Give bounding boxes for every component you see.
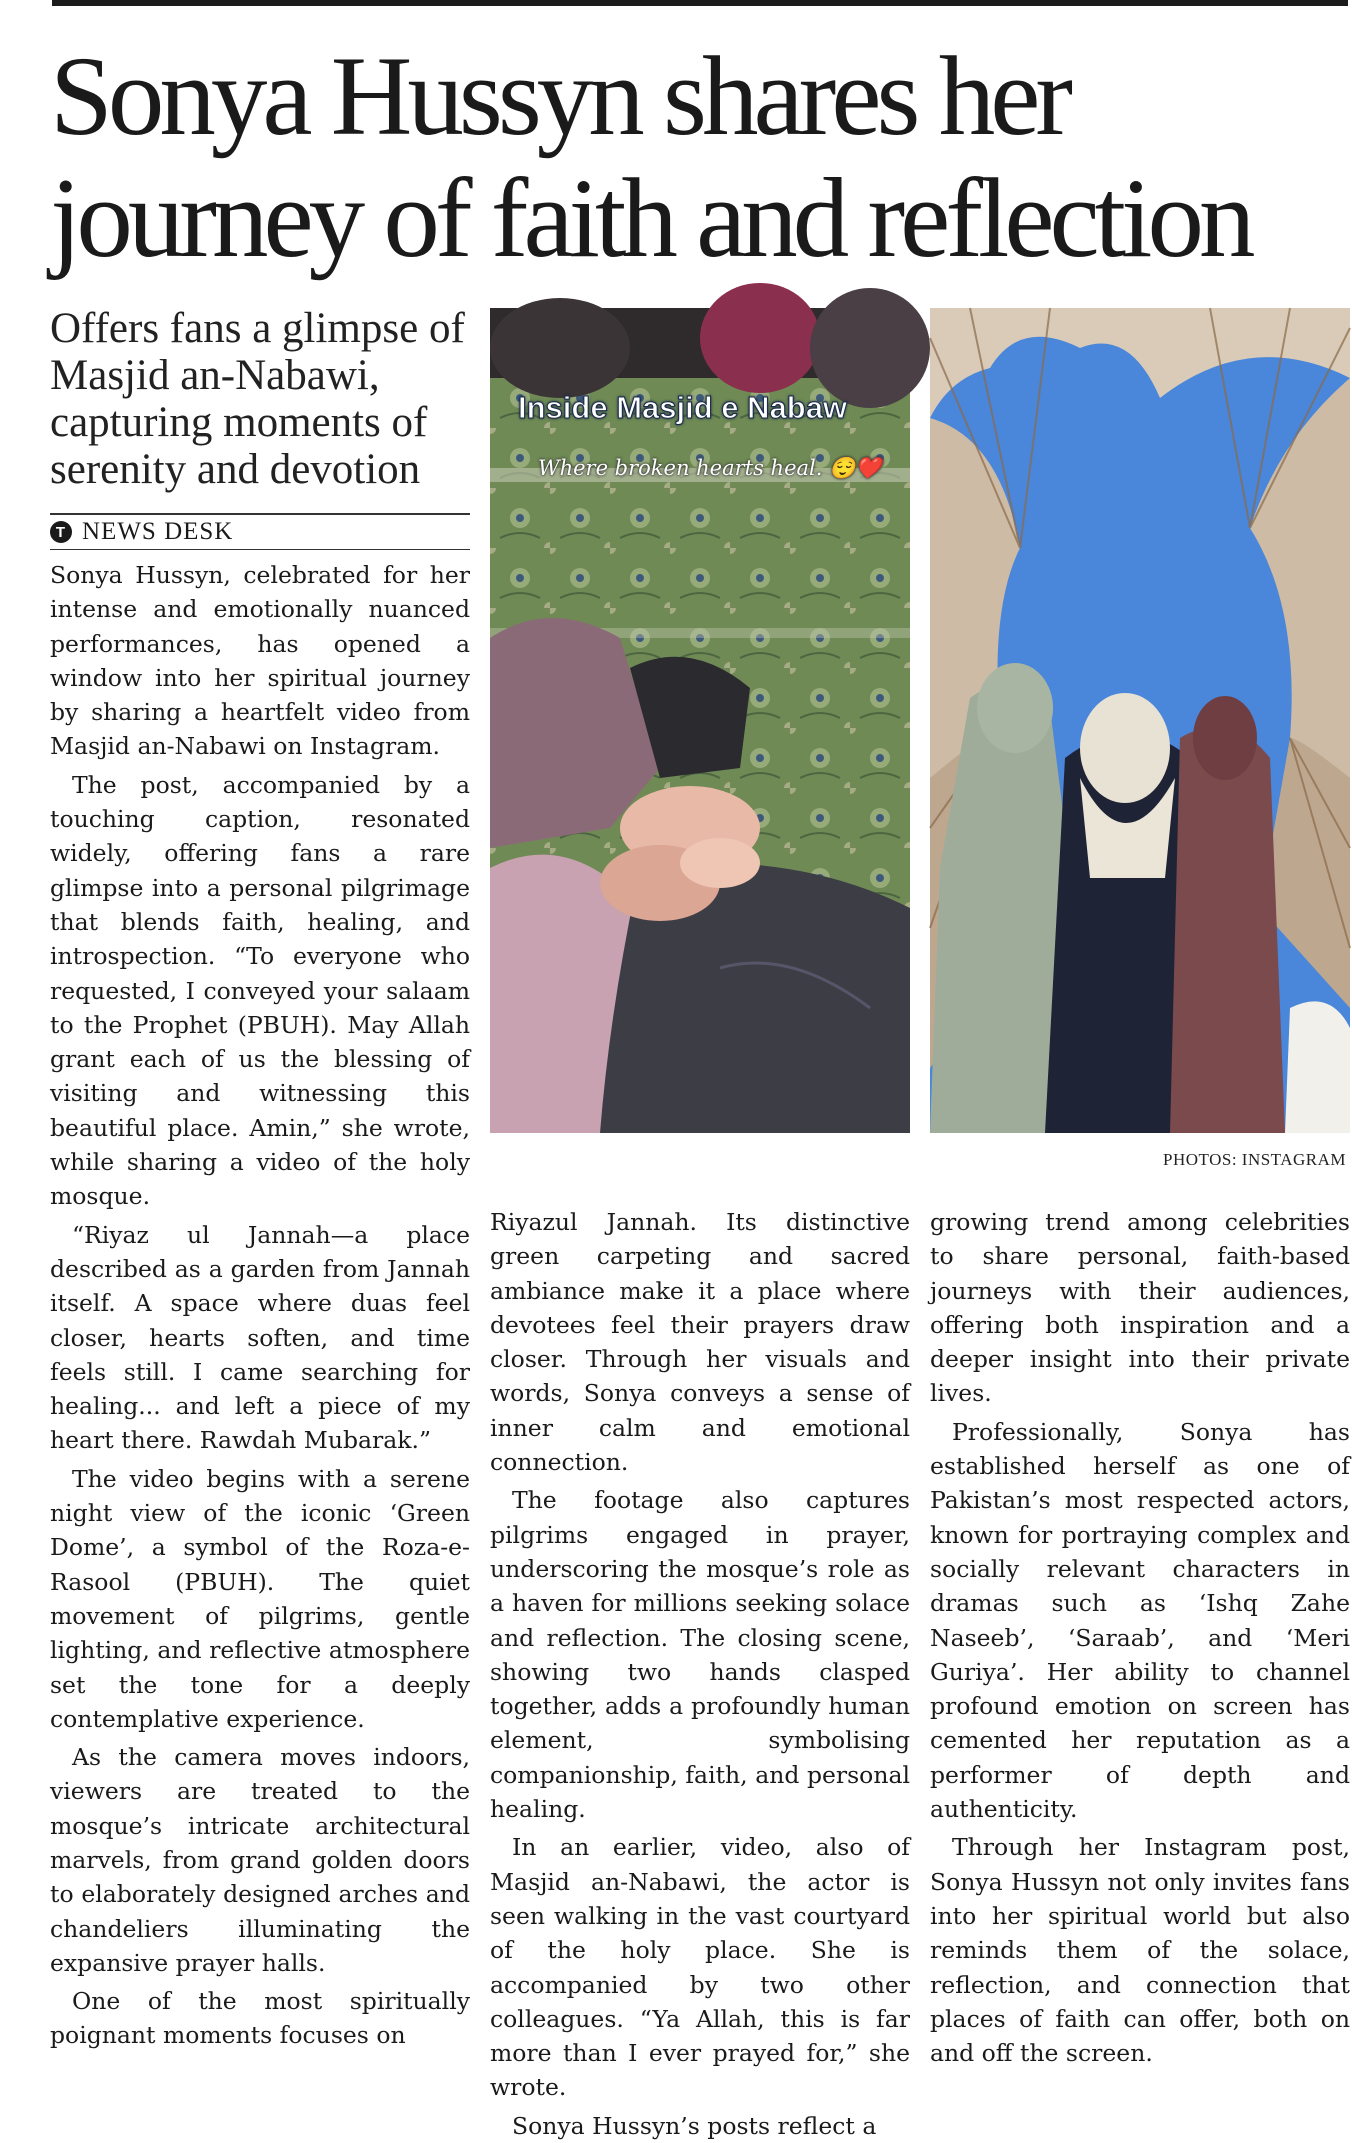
paragraph: The post, accompanied by a touching caption, resonated widely, offering fans a rare glimpse into a personal pilgrimage that blends faith, healing, and introspection. “To everyone who requested, I conveyed your salaam to the Prophet (PBUH). May Allah grant each of us the blessing of visiting and witnessing this beautiful place. Amin,” she wrote, while sharing a video of the holy mosque. [50,770,470,1211]
paragraph: Sonya Hussyn’s posts reflect a [512,2111,877,2140]
paragraph: One of the most spiritually poignant moments focuses on [50,1987,470,2050]
article-column-1 [50,558,470,2050]
photo-credit: PHOTOS: INSTAGRAM [1163,1150,1346,1169]
photo-overlay-title: Inside Masjid e Nabaw [518,390,848,425]
paragraph: The footage also captures pilgrims engaged in prayer, underscoring the mosque’s role as a haven for millions seeking solace and reflection. The closing scene, showing two hands clasped together, adds a profoundly human element, symbolising companionship, faith, and personal healing. [490,1486,910,1824]
headline-line-1: Sonya Hussyn shares her [50,34,1068,159]
photo-masjid-interior-art [490,308,910,1133]
headline-line-2: journey of faith and reflection [50,156,1251,281]
photo-courtyard-umbrellas [930,308,1350,1133]
byline-rule-top [50,513,470,515]
paragraph: The video begins with a serene night view of the iconic ‘Green Dome’, a symbol of the Roza-e-Rasool (PBUH). The quiet movement of pilgrims, gentle lighting, and reflective atmosphere set the tone for a deeply contemplative experience. [50,1464,470,1733]
paragraph: growing trend among celebrities to share personal, faith-based journeys with their audiences, offering both inspiration and a deeper insight into their private lives. [930,1208,1350,1408]
et-logo-icon: T [50,521,72,543]
article-column-2 [490,1205,910,2140]
top-rule [52,0,1348,6]
paragraph: Riyazul Jannah. Its distinctive green carpeting and sacred ambiance make it a place where devotees feel their prayers draw closer. Through her visuals and words, Sonya conveys a sense of inner calm and emotional connection. [490,1208,910,1477]
byline-rule-bottom [50,549,470,550]
headline [50,36,1350,280]
paragraph: Professionally, Sonya has established herself as one of Pakistan’s most respected actors, known for portraying complex and socially relevant characters in dramas such as ‘Ishq Zahe Naseeb’, ‘Saraab’, and ‘Meri Guriya’. Her ability to channel profound emotion on screen has cemented her reputation as a performer of depth and authenticity. [930,1417,1350,1824]
paragraph: In an earlier, video, also of Masjid an-Nabawi, the actor is seen walking in the vast courtyard of the holy place. She is accompanied by two other colleagues. “Ya Allah, this is far more than I ever prayed for,” she wrote. [490,1833,910,2102]
article-column-3 [930,1205,1350,2068]
subhead: Offers fans a glimpse of Masjid an-Nabawi, capturing moments of serenity and devotion [50,305,465,493]
photo-courtyard-umbrellas-art [930,308,1350,1133]
byline-label: NEWS DESK [82,518,234,545]
paragraph: Through her Instagram post, Sonya Hussyn not only invites fans into her spiritual world but also reminds them of the solace, reflection, and connection that places of faith can offer, both on and off the screen. [930,1833,1350,2068]
paragraph: As the camera moves indoors, viewers are treated to the mosque’s intricate architectural marvels, from grand golden doors to elaborately designed arches and chandeliers illuminating the expansive prayer halls. [50,1743,470,1977]
byline [50,516,470,548]
photo-masjid-interior [490,308,910,1133]
paragraph: “Riyaz ul Jannah—a place described as a garden from Jannah itself. A space where duas feel closer, hearts soften, and time feels still. I came searching for healing... and left a piece of my heart there. Rawdah Mubarak.” [50,1220,470,1455]
paragraph: Sonya Hussyn, celebrated for her intense and emotionally nuanced performances, has opened a window into her spiritual journey by sharing a heartfelt video from Masjid an-Nabawi on Instagram. [50,561,470,761]
photo-overlay-subtitle: Where broken hearts heal. 😌❤️ [538,456,882,480]
